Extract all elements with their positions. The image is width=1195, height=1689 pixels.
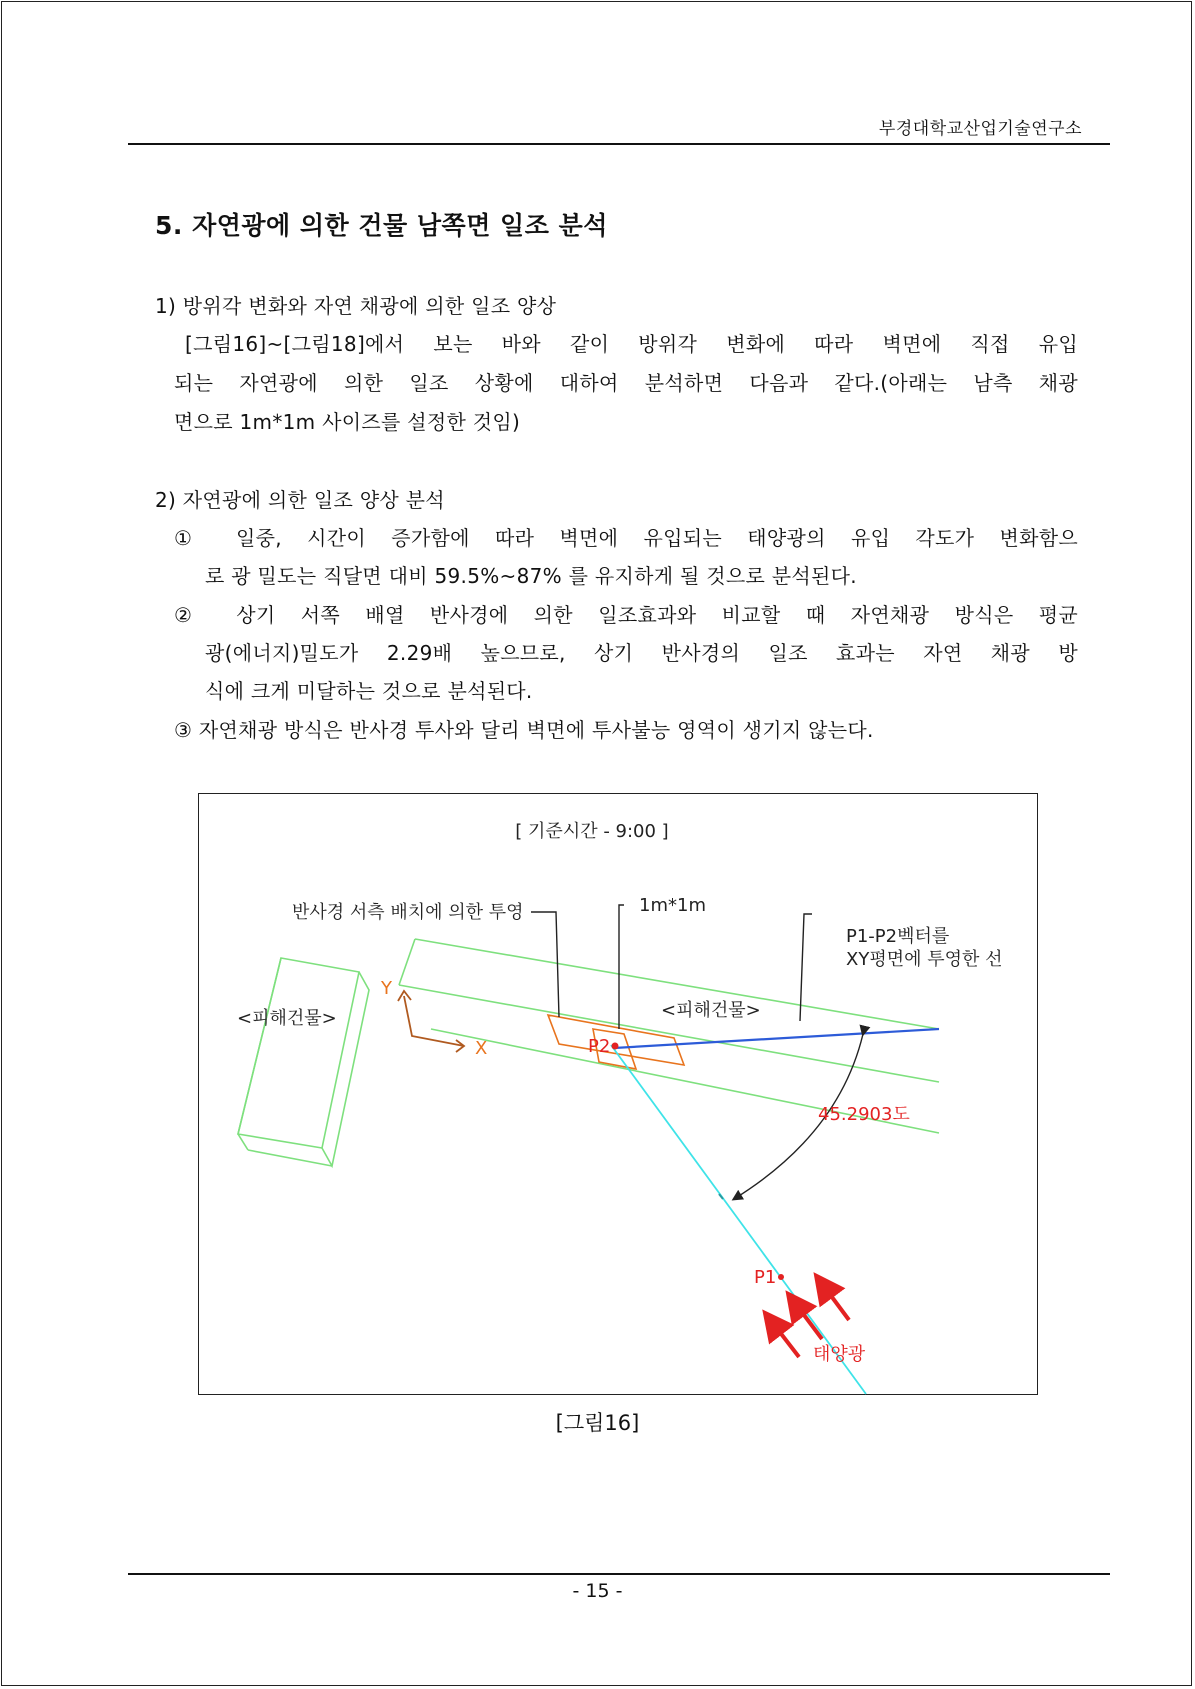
list-item-2: ② 상기 서쪽 배열 반사경에 의한 일조효과와 비교할 때 자연채광 방식은 평균 [174,603,1078,627]
point-p1-marker [778,1274,784,1280]
point-p2-label: P2 [588,1036,611,1057]
point-p2-marker [612,1043,619,1050]
list-item-2-cont: 광(에너지)밀도가 2.29배 높으므로, 상기 반사경의 일조 효과는 자연 채광 방 [205,641,1078,665]
paragraph-line: [그림16]~[그림18]에서 보는 바와 같이 방위각 변화에 따라 벽면에 직접 유입 [185,332,1078,356]
angle-label: 45.2903도 [818,1104,910,1125]
page-number: - 15 - [572,1580,623,1602]
figure-title: [ 기준시간 - 9:00 ] [515,821,669,842]
list-item-1: ① 일중, 시간이 증가함에 따라 벽면에 유입되는 태양광의 유입 각도가 변화함으 [174,526,1078,550]
subsection1-heading: 1) 방위각 변화와 자연 채광에 의한 일조 양상 [155,294,557,318]
header-divider [128,143,1110,145]
axis-y-label: Y [381,978,392,999]
section-title: 5. 자연광에 의한 건물 남쪽면 일조 분석 [155,211,608,240]
list-item-3: ③ 자연채광 방식은 반사경 투사와 달리 벽면에 투사불능 영역이 생기지 않는다. [174,718,874,742]
axis-gizmo [398,991,464,1052]
label-size: 1m*1m [639,895,706,916]
paragraph-line: 면으로 1m*1m 사이즈를 설정한 것임) [174,410,521,434]
paragraph-line: 되는 자연광에 의한 일조 상황에 대하여 분석하면 다음과 같다.(아래는 남측 채광 [174,371,1078,395]
header-organization: 부경대학교산업기술연구소 [878,119,1082,139]
label-vector-line2: XY평면에 투영한 선 [846,949,1003,970]
label-vector-line1: P1-P2벡터를 [846,926,950,947]
list-item-1-cont: 로 광 밀도는 직달면 대비 59.5%~87% 를 유지하게 될 것으로 분석된다. [205,564,857,588]
figure-16 [198,793,1038,1395]
sunlight-label: 태양광 [813,1344,866,1365]
subsection2-heading: 2) 자연광에 의한 일조 양상 분석 [155,488,445,512]
list-item-2-cont: 식에 크게 미달하는 것으로 분석된다. [205,679,533,703]
label-building-left: <피해건물> [237,1008,337,1029]
reflector-projection [548,1015,684,1069]
figure-diagram [199,794,1039,1396]
point-p1-label: P1 [754,1267,777,1288]
footer-divider [128,1573,1110,1575]
figure-caption: [그림16] [555,1411,640,1435]
sun-ray-line [611,1045,866,1394]
label-projection: 반사경 서측 배치에 의한 투영 [292,902,524,923]
label-building-right: <피해건물> [661,1000,761,1021]
left-building-outline [238,958,369,1166]
axis-x-label: X [475,1038,488,1059]
